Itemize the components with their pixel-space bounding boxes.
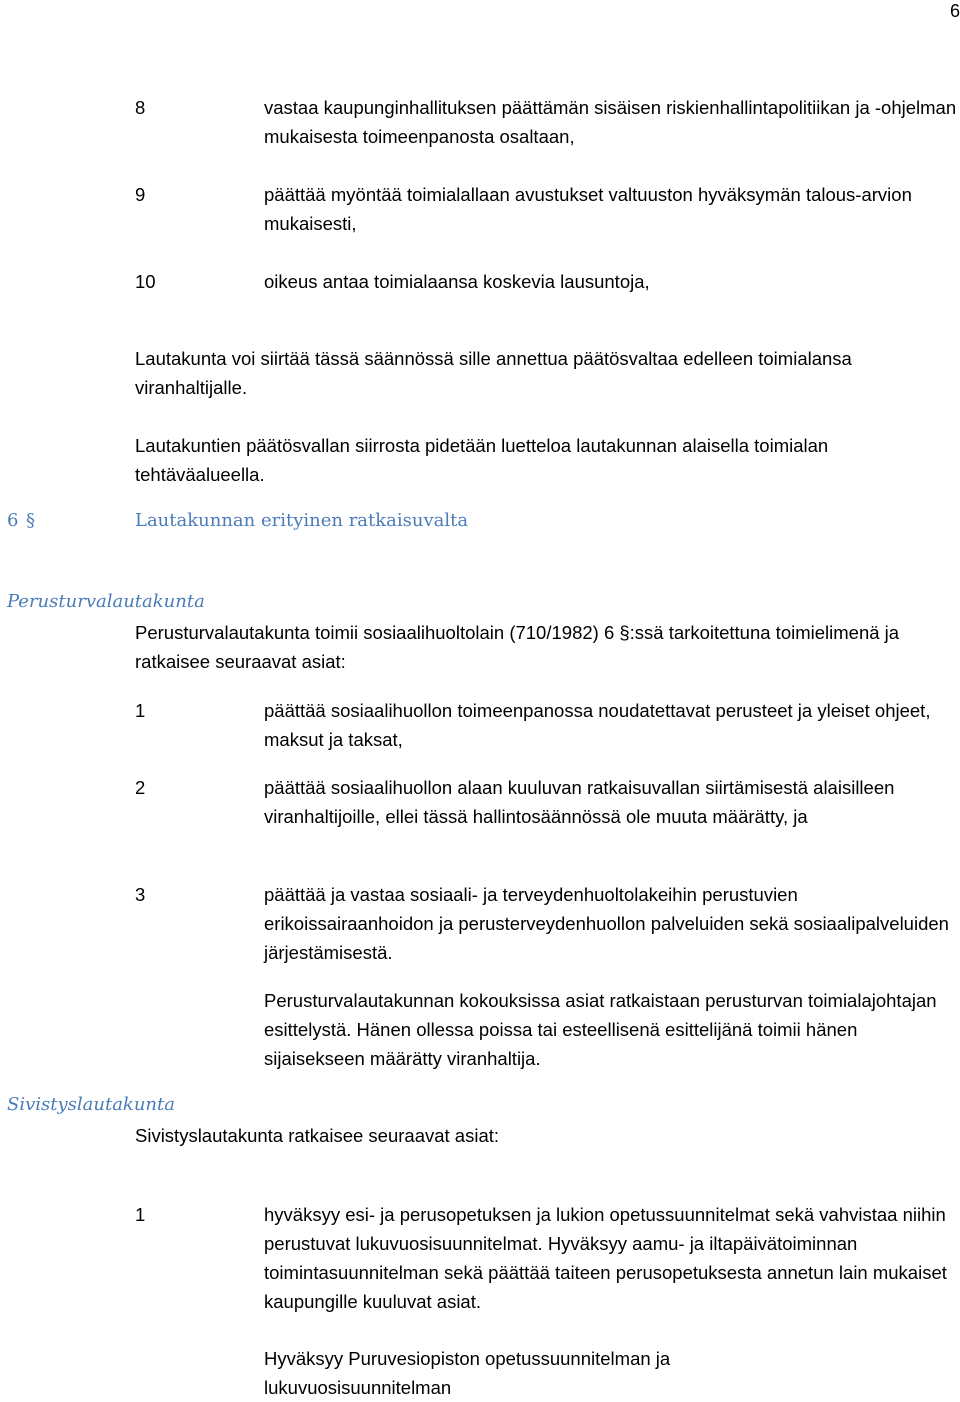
list-item xyxy=(135,180,960,238)
sivistys-note: Hyväksyy Puruvesiopiston opetussuunnitelman ja lukuvuosisuunnitelman xyxy=(264,1348,671,1398)
list-item-text: päättää myöntää toimialallaan avustukset valtuuston hyväksymän talous-arvion mukaisesti, xyxy=(264,184,912,234)
perusturva-intro: Perusturvalautakunta toimii sosiaalihuoltolain (710/1982) 6 §:ssä tarkoitettuna toimielimenä ja ratkaisee seuraavat asiat: xyxy=(135,622,900,672)
list-item xyxy=(135,267,960,296)
list-item-number: 9 xyxy=(135,184,146,205)
perusturva-heading: Perusturvalautakunta xyxy=(7,591,205,612)
list-item-text: oikeus antaa toimialaansa koskevia lausuntoja, xyxy=(264,271,650,292)
section-heading xyxy=(7,508,947,536)
list-item-text: päättää ja vastaa sosiaali- ja terveydenhuoltolakeihin perustuvien erikoissairaanhoidon ja perusterveydenhuollon palveluiden sekä sosiaalipalveluiden järjestämisestä. xyxy=(264,884,949,963)
list-item-text: vastaa kaupunginhallituksen päättämän sisäisen riskienhallintapolitiikan ja -ohjelman mukaisesta toimeenpanosta osaltaan, xyxy=(264,97,957,147)
list-item-number: 8 xyxy=(135,97,146,118)
list-item-text: päättää sosiaalihuollon toimeenpanossa noudatettavat perusteet ja yleiset ohjeet, maksut ja taksat, xyxy=(264,700,931,750)
list-item-number: 3 xyxy=(135,884,146,905)
sivistys-intro: Sivistyslautakunta ratkaisee seuraavat asiat: xyxy=(135,1125,500,1146)
list-item-number: 1 xyxy=(135,700,146,721)
delegation-paragraph: Lautakunta voi siirtää tässä säännössä sille annettua päätösvaltaa edelleen toimialansa viranhaltijalle. xyxy=(135,348,852,398)
list-item xyxy=(135,93,960,151)
sivistys-heading: Sivistyslautakunta xyxy=(7,1094,175,1115)
section-title: Lautakunnan erityinen ratkaisuvalta xyxy=(135,510,469,531)
list-item xyxy=(135,696,960,754)
perusturva-note: Perusturvalautakunnan kokouksissa asiat ratkaistaan perusturvan toimialajohtajan esittelystä. Hänen ollessa poissa tai esteellisenä esittelijänä toimii hänen sijaisekseen määrätty viranhaltija. xyxy=(264,990,937,1069)
list-item-text: päättää sosiaalihuollon alaan kuuluvan ratkaisuvallan siirtämisestä alaisilleen viranhaltijoille, ellei tässä hallintosäännössä ole muuta määrätty, ja xyxy=(264,777,895,827)
list-item-number: 1 xyxy=(135,1204,146,1225)
page-number: 6 xyxy=(949,1,960,21)
list-item-number: 2 xyxy=(135,777,146,798)
list-item xyxy=(135,880,960,967)
list-item-number: 10 xyxy=(135,271,156,292)
list-item-text: hyväksyy esi- ja perusopetuksen ja lukion opetussuunnitelmat sekä vahvistaa niihin perustuvat lukuvuosisuunnitelmat. Hyväksyy aamu- ja iltapäivätoiminnan toimintasuunnitelman sekä päättää taiteen perusopetuksesta annetun lain mukaiset kaupungille kuuluvat asiat. xyxy=(264,1204,947,1312)
list-item xyxy=(135,773,960,831)
delegation-list-paragraph: Lautakuntien päätösvallan siirrosta pidetään luetteloa lautakunnan alaisella toimialan tehtäväalueella. xyxy=(135,435,829,485)
section-number: 6 xyxy=(7,510,19,531)
section-mark: § xyxy=(26,510,35,531)
list-item xyxy=(135,1200,960,1316)
